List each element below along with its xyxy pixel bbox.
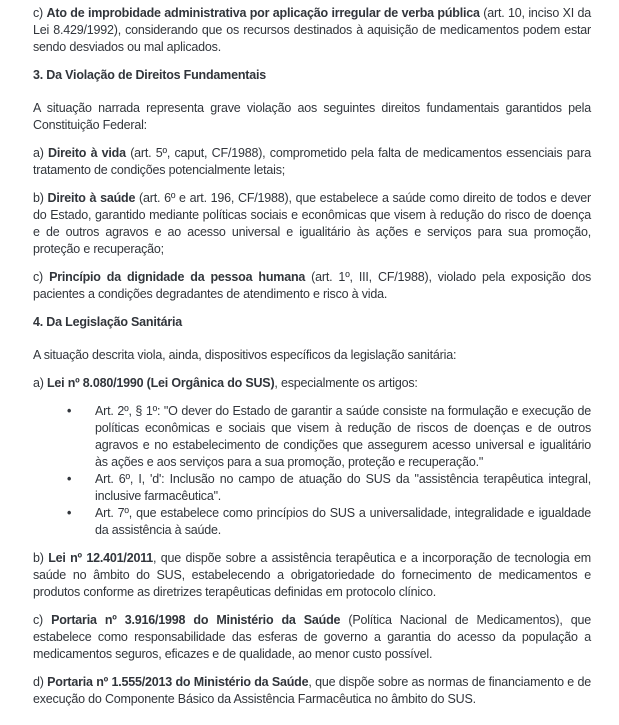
bold-run: Lei nº 12.401/2011 (48, 551, 154, 565)
item-label: c) (33, 6, 47, 20)
list-item-art-2: • Art. 2º, § 1º: "O dever do Estado de garantir a saúde consiste na formulação e execução de políticas econômicas e sociais que visem à redução de riscos de doenças e de outros agravos e no estabelecimento de condições que assegurem acesso universal e igualitário às ações e aos serviços para a sua promoção, proteção e recuperação." (95, 403, 591, 471)
paragraph-portaria-3916 (33, 612, 591, 663)
paragraph-direito-saude (33, 190, 591, 258)
bold-run: Princípio da dignidade da pessoa humana (49, 270, 306, 284)
item-label: b) (33, 191, 48, 205)
section-heading-sanitaria: 4. Da Legislação Sanitária (33, 315, 183, 329)
text-run: (Política Nacional de Medicamentos), que estabelece como responsabilidade das esferas de governo a garantia do acesso da população a medicamentos seguros, eficazes e de qualidade, ao menor custo possível. (33, 613, 591, 661)
bold-run: Ato de improbidade administrativa por aplicação irregular de verba pública (46, 6, 480, 20)
paragraph-lei-8080 (33, 375, 591, 392)
paragraph-dignidade (33, 269, 591, 303)
bold-run: Direito à saúde (47, 191, 136, 205)
text-run: A situação descrita viola, ainda, dispositivos específicos da legislação sanitária: (33, 348, 457, 362)
text-run: (art. 1º, III, CF/1988), violado pela exposição dos pacientes a condições degradantes de atendimento e risco à vida. (33, 270, 591, 301)
text-run: (art. 5º, caput, CF/1988), comprometido pela falta de medicamentos essenciais para tratamento de condições potencialmente letais; (33, 146, 591, 177)
paragraph-intro-violacao (33, 100, 591, 134)
text-run: (art. 6º e art. 196, CF/1988), que estabelece a saúde como direito de todos e dever do Estado, garantido mediante políticas sociais e econômicas que visem à redução do risco de doença e de outros agravos e ao acesso universal e igualitário às ações e serviços para sua promoção, proteção e recuperação; (33, 191, 591, 256)
item-label: a) (33, 376, 47, 390)
item-label: d) (33, 675, 48, 689)
item-label: c) (33, 613, 52, 627)
text-run: (art. 10, inciso XI da Lei 8.429/1992), considerando que os recursos destinados à aquisição de medicamentos podem estar sendo desviados ou mal aplicados. (33, 6, 591, 54)
sus-articles-list (33, 403, 591, 539)
text-run: , que dispõe sobre a assistência terapêutica e a incorporação de tecnologia em saúde no âmbito do SUS, estabelecendo a obrigatoriedade do fornecimento de medicamentos e produtos conforme as diretrizes terapêuticas definidas em protocolo clínico. (33, 551, 591, 599)
item-label: b) (33, 551, 49, 565)
bold-run: Lei nº 8.080/1990 (Lei Orgânica do SUS) (47, 376, 275, 390)
text-run: , que dispõe sobre as normas de financiamento e de execução do Componente Básico da Assistência Farmacêutica no âmbito do SUS. (33, 675, 591, 706)
section-heading-violacao: 3. Da Violação de Direitos Fundamentais (33, 68, 267, 82)
bold-run: Direito à vida (48, 146, 126, 160)
item-label: a) (33, 146, 49, 160)
list-item-art-7: • Art. 7º, que estabelece como princípios do SUS a universalidade, integralidade e igualdade da assistência à saúde. (95, 505, 591, 539)
text-run: A situação narrada representa grave violação aos seguintes direitos fundamentais garantidos pela Constituição Federal: (33, 101, 591, 132)
item-label: c) (33, 270, 50, 284)
text-run: , especialmente os artigos: (274, 376, 418, 390)
paragraph-portaria-1555 (33, 674, 591, 708)
paragraph-direito-vida (33, 145, 591, 179)
paragraph-improbidade (33, 5, 591, 56)
paragraph-lei-12401 (33, 550, 591, 601)
list-item-art-6: • Art. 6º, I, 'd': Inclusão no campo de atuação do SUS da "assistência terapêutica integral, inclusive farmacêutica". (95, 471, 591, 505)
bold-run: Portaria nº 3.916/1998 do Ministério da Saúde (51, 613, 341, 627)
paragraph-intro-sanitaria (33, 347, 591, 364)
bold-run: Portaria nº 1.555/2013 do Ministério da Saúde (47, 675, 309, 689)
